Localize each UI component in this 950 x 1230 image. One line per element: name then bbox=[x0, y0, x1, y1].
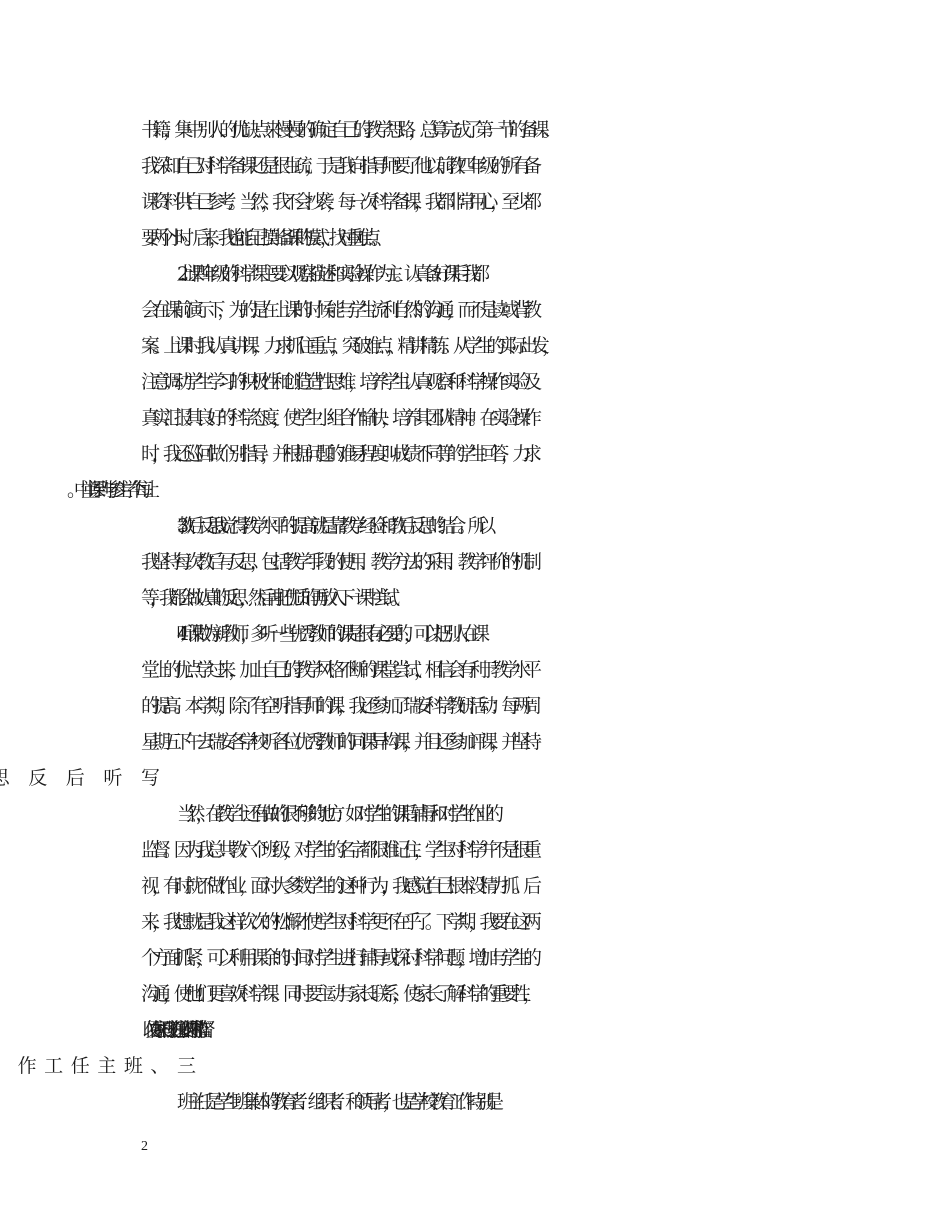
text-line: 注意调动学生学习的积极性和创造造性思维，培养学生认真观察和科学操作实验及 bbox=[141, 371, 534, 393]
text-line: 堂上的优点学过来，加上自己的教学风格不断的课堂尝试，相信会有利于教学水平 bbox=[141, 659, 534, 681]
text-line: 要两个小时。后来，我也能自己摸出备课的模式，找对重难点。 bbox=[141, 227, 380, 249]
text-line: 4.听课 做为新教师，多听一些优秀教师的课是很有必要的，可以把别人在课 bbox=[177, 623, 481, 645]
text-line: 我深知自己对科学备课还是很生疏，于是我向指导师要了他以前教四年级的所有备 bbox=[141, 155, 534, 177]
text-line: 等，我都会做认真的反思，然后再把优质的再放入下一课中尝试。 bbox=[141, 587, 399, 609]
text-line: 当然，在教学上还有做的很不够的地方：如对学生的课后辅导和对学生作业的 bbox=[177, 803, 495, 825]
text-line bbox=[141, 472, 950, 508]
text-line: 3.教后反思. 我觉得教学水平的提高就是靠教学经验和教后反思的结合。所以 bbox=[177, 515, 488, 537]
text-line: 视，有时就不做作业，面对大多数学生的这种行为，我感觉自己根本没精力抓。后 bbox=[141, 875, 534, 897]
text-line: 书籍，集中别人的优缺点来慢慢的确定自己的教学思路，总算完成了第一节的备课。 bbox=[141, 119, 554, 141]
text-line: 以便在家里对孩子进行必要的辅导和监督。 bbox=[141, 1019, 204, 1041]
text-line: 监督。因为我总共教六个班级，对学生的名字都很难记住，学生对科学并不是很重 bbox=[141, 839, 534, 861]
text-line: 会在课前演示下，为的是在上课的时候能与学生流利自然的沟通，而不是读或背教 bbox=[141, 299, 534, 321]
text-line: 的提高。本学期，除了有空听指导师的课，我还参加了瑞安科学教研活动：每两周 bbox=[141, 695, 534, 717]
text-line: 沟通，使他们更喜欢科学课。同时要主动与家长联系，使家长了解科学的重要性， bbox=[141, 983, 534, 1005]
text-line: 时，我还巡回做个别指导，并根据问题的难易程度叫成绩不同等的学生回答，力求 bbox=[141, 443, 534, 465]
text-line: 案。上课时我认真讲课，力求抓住重点，突破难点，精讲精练。从学生的实际出发， bbox=[141, 335, 554, 357]
text-line: 班主任是学生班集体的教育者、组织者、和领导者，也是学校教育工作特别是 bbox=[177, 1091, 495, 1113]
text-line: 课资料供自己参考。当然，我不会抄袭，每一次科学备课，我都非常用心，至少都 bbox=[141, 191, 534, 213]
text-line: 来，我想就是我这样次次的松懈才使学生对科学更不在乎了。下学期，我要在这两 bbox=[141, 911, 534, 933]
text-line: 2.上课 四年级的科学课主要以观察描述和实验操作为主。认真备好课后我都 bbox=[177, 263, 481, 285]
text-line bbox=[141, 760, 950, 796]
text-line: 个方面抓紧，可以利用课余的时间对学生进行辅导或探讨科学问题，增加与学生的 bbox=[141, 947, 534, 969]
text-line: 星期五下午去瑞安各学校听各位优秀教师的同课异构课，并且还参加评课，并坚持 bbox=[141, 731, 534, 753]
page-number: 2 bbox=[141, 1139, 148, 1154]
text-line: 我坚持每次教后写反思，包括教学手段的使用、教学方法的采用、教学评价的机制 bbox=[141, 551, 534, 573]
section-heading bbox=[177, 1048, 950, 1084]
text-line: 真实汇报其良好的科学态度，使学生小组合作愉快，培养其团队精神。在实验操作 bbox=[141, 407, 534, 429]
